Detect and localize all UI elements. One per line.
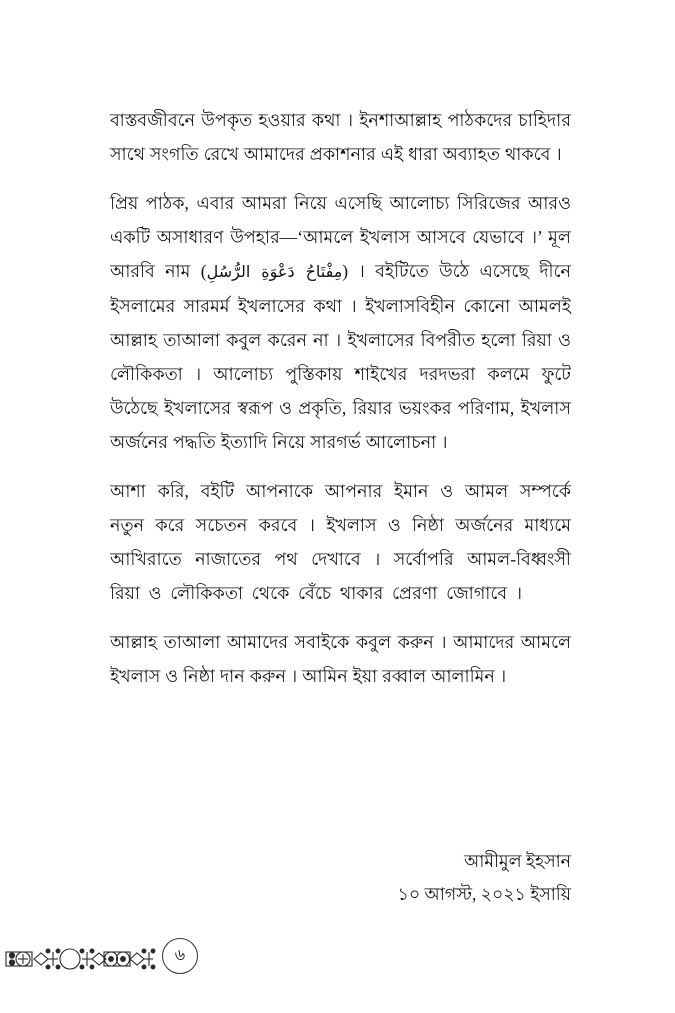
paragraph-1: বাস্তবজীবনে উপকৃত হওয়ার কথা । ইনশাআল্লাহ পাঠকদের চাহিদার সাথে সংগতি রেখে আমাদের প্রকাশনার এই ধারা অব্যাহত থাকবে । [110, 110, 571, 164]
signature-block [110, 845, 571, 911]
page-number-value: ৬ [174, 947, 186, 964]
paragraph-2-text-before-arabic: প্রিয় পাঠক, এবার আমরা নিয়ে এসেছি আলোচ্য সিরিজের আরও একটি অসাধারণ উপহার—‘আমলে ইখলাস আসবে যেভাবে ।’ মূল আরবি নাম ( [110, 193, 571, 281]
signature-date: ১০ আগস্ট, ২০২১ ইসায়ি [397, 884, 571, 904]
arabic-book-title: مِفْتَاحُ دَعْوَةِ الرُّسُلِ [206, 262, 343, 281]
page-body-text [110, 103, 571, 693]
paragraph-2 [110, 186, 571, 459]
page-number-badge [162, 938, 198, 974]
floral-divider-ornament [4, 938, 156, 980]
signature-author: আমীমুল ইহসান [464, 851, 571, 871]
paragraph-3: আশা করি, বইটি আপনাকে আপনার ইমান ও আমল সম্পর্কে নতুন করে সচেতন করবে । ইখলাস ও নিষ্ঠা অর্জনের মাধ্যমে আখিরাতে নাজাতের পথ দেখাবে । সর্বোপরি আমল-বিধ্বংসী রিয়া ও লৌকিকতা থেকে বেঁচে থাকার প্রেরণা জোগাবে । [110, 481, 571, 603]
paragraph-4: আল্লাহ তাআলা আমাদের সবাইকে কবুল করুন । আমাদের আমলে ইখলাস ও নিষ্ঠা দান করুন । আমিন ইয়া রব্বাল আলামিন । [110, 632, 571, 686]
page-footer [0, 934, 675, 986]
paragraph-2-text-after-arabic: ) । বইটিতে উঠে এসেছে দীনে ইসলামের সারমর্ম ইখলাসের কথা । ইখলাসবিহীন কোনো আমলই আল্লাহ তাআলা কবুল করেন না । ইখলাসের বিপরীত হলো রিয়া ও লৌকিকতা । আলোচ্য পুস্তিকায় শাইখের দরদভরা কলমে ফুটে উঠেছে ইখলাসের স্বরূপ ও প্রকৃতি, রিয়ার ভয়ংকর পরিণাম, ইখলাস অর্জনের পদ্ধতি ইত্যাদি নিয়ে সারগর্ভ আলোচনা । [110, 261, 571, 452]
